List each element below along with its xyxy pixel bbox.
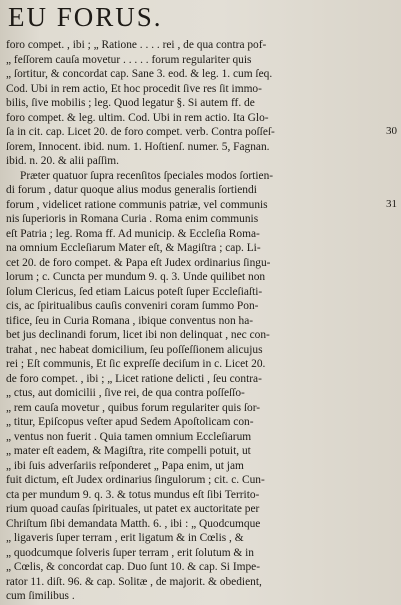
text-line: de foro compet. , ibi ; „ Licet ratione delicti , ſeu contra- (6, 372, 262, 385)
text-line: „ rem cauſa movetur , quibus forum regulariter quis ſor- (6, 401, 261, 414)
text-line: „ Cœlis, & concordat cap. Duo ſunt 10. & cap. Si Impe- (6, 561, 261, 573)
text-line: rator 11. diſt. 96. & cap. Solitæ , de majorit. & obedient, (6, 575, 262, 588)
text-line: „ ſortitur, & concordat cap. Sane 3. eod. & leg. 1. cum ſeq. (6, 68, 273, 80)
text-line: „ ligaveris ſuper terram , erit ligatum & in Cœlis , & (6, 532, 244, 544)
text-line: lorum ; c. Cuncta per mundum 9. q. 3. Unde quilibet non (6, 271, 266, 283)
text-line: „ feſſorem cauſa movetur . . . . . forum regulariter quis (6, 53, 252, 66)
margin-number: 31 (386, 197, 397, 210)
text-line: foro compet. , ibi ; „ Ratione . . . . rei , de qua contra pof- (6, 39, 267, 51)
text-line: fuit dictum, eſt Judex ordinarius ſingulorum ; cit. c. Cun- (6, 474, 265, 486)
page-header: EU FORUS. (8, 2, 163, 32)
text-line: „ ventus non fuerit . Quia tamen omnium Eccleſiarum (6, 430, 252, 443)
text-line: foro compet. & leg. ultim. Cod. Ubi in rem actio. Ita Glo- (6, 111, 269, 124)
text-line: „ ibi ſuis adverſariis reſponderet „ Papa enim, ut jam (6, 459, 244, 472)
text-line: rium quoad cauſas ſpirituales, ut patet ex auctoritate per (6, 503, 260, 515)
text-line: tifice, ſeu in Curia Romana , ibique conventus non ha- (6, 314, 254, 327)
text-line: ſolum Clericus, ſed etiam Laicus poteſt ſuper Eccleſiaſti- (6, 285, 263, 298)
text-line: „ mater eſt eadem, & Magiſtra, rite compelli potuit, ut (6, 445, 251, 457)
text-line: ſa in cit. cap. Licet 20. de foro compet. verb. Contra poſſeſ- (6, 126, 275, 138)
text-line: ſorem, Innocent. ibid. num. 1. Hoſtienſ. numer. 5, Fagnan. (6, 140, 270, 153)
body-text (6, 38, 378, 604)
text-line: di forum , datur quoque alius modus generalis ſortiendi (6, 184, 257, 196)
text-line: trahat , nec habeat domicilium, ſeu poſſeſſionem alicujus (6, 343, 263, 356)
text-line: „ titur, Epiſcopus veſter apud Sedem Apoſtolicam con- (6, 416, 254, 428)
text-line: ibid. n. 20. & alii paſſim. (6, 155, 119, 167)
text-line: Præter quatuor ſupra recenſitos ſpeciales modos ſortien- (20, 169, 274, 182)
text-line: nis ſuperioris in Romana Curia . Roma enim communis (6, 213, 259, 225)
text-line: bilis, ſive mobilis ; leg. Quod legatur §. Si autem ff. de (6, 97, 255, 109)
text-line: Cod. Ubi in rem actio, Et hoc procedit ſive res ſit immo- (6, 82, 262, 95)
text-line: na omnium Eccleſiarum Mater eſt, & Magiſtra ; cap. Li- (6, 242, 261, 254)
text-line: rei ; Eſt communis, Et ſic expreſſe deciſum in c. Licet 20. (6, 358, 266, 370)
text-line: „ ctus, aut domicilii , ſive rei, de qua contra poſſeſſo- (6, 387, 245, 399)
text-line: eſt Patria ; leg. Roma ff. Ad municip. & Eccleſia Roma- (6, 227, 260, 240)
text-line: Chriſtum ſibi demandata Matth. 6. , ibi : „ Quodcumque (6, 517, 261, 530)
text-line: cet 20. de foro compet. & Papa eſt Judex ordinarius ſingu- (6, 256, 271, 269)
margin-number: 30 (386, 125, 397, 137)
text-line: bet jus declinandi forum, licet ibi non delinquat , nec con- (6, 329, 270, 341)
text-line: „ quodcumque ſolveris ſuper terram , erit ſolutum & in (6, 546, 255, 559)
text-line: cta per mundum 9. q. 3. & totus mundus eſt ſibi Territo- (6, 488, 260, 501)
text-line: cum ſimilibus . (6, 590, 75, 602)
text-line: forum , videlicet ratione communis patriæ, vel communis (6, 198, 268, 211)
text-line: cis, ac ſpiritualibus cauſis conveniri coram ſummo Pon- (6, 300, 259, 312)
